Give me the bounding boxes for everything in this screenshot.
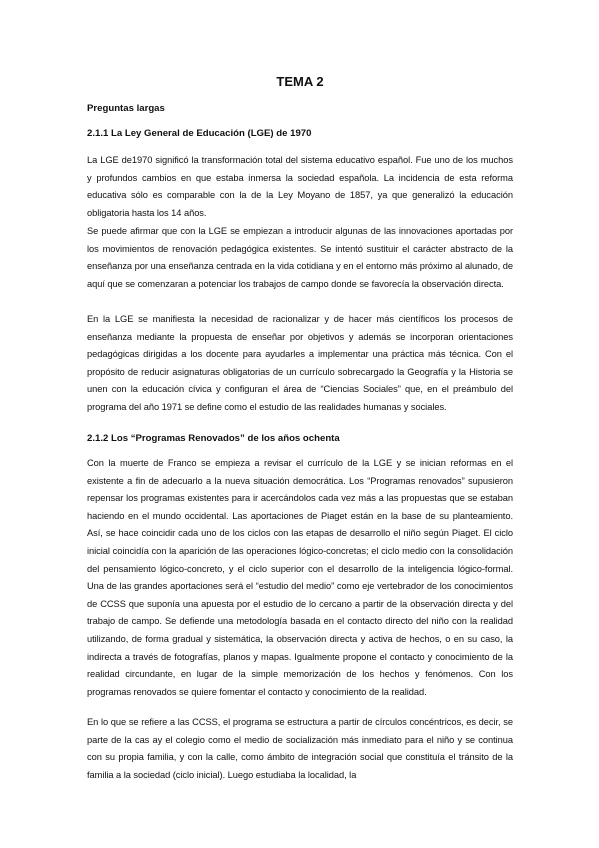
page-subtitle: Preguntas largas (87, 103, 165, 114)
paragraph: En la LGE se manifiesta la necesidad de racionalizar y de hacer más científicos los procesos de enseñanza mediante la propuesta de enseñar por objetivos y además se incorporan orientaciones pedagógicas dirigidas a los docente para ayudarles a implementar una práctica más técnica. Con el propósito de reducir asignaturas obligatorias de un currículo sobrecargado la Geografía y la Historia se unen con la educación cívica y configuran el área de “Ciencias Sociales” que, en el preámbulo del programa del año 1971 se define como el estudio de las realidades humanas y sociales. (87, 314, 513, 412)
paragraph: En lo que se refiere a las CCSS, el programa se estructura a partir de círculos concéntricos, es decir, se parte de la cas ay el colegio como el medio de socialización más inmediato para el niño y se continua con su propia familia, y con la calle, como ámbito de integración social que constituía el tránsito de la familia a la sociedad (ciclo inicial). Luego estudiaba la localidad, la (87, 717, 513, 780)
section-heading-programas-renovados: 2.1.2 Los “Programas Renovados” de los años ochenta (87, 433, 340, 444)
paragraph: Con la muerte de Franco se empieza a revisar el currículo de la LGE y se inician reformas en el existente a fin de adecuarlo a la nueva situación democrática. Los “Programas renovados” supusieron repensar los programas existentes para ir acercándolos cada vez más a las propuestas que se estaban haciendo en el mundo occidental. Las aportaciones de Piaget están en la base de su planteamiento. Así, se hace coincidir cada uno de los ciclos con las etapas de desarrollo el niño según Piaget. El ciclo inicial coincidía con la aparición de las operaciones lógico-concretas; el ciclo medio con la consolidación del pensamiento lógico-concreto, y el ciclo superior con el desarrollo de la inteligencia lógico-formal. Una de las grandes aportaciones será el “estudio del medio” como eje vertebrador de los conocimientos de CCSS que suponía una apuesta por el estudio de lo cercano a partir de la observación directa y del trabajo de campo. Se defiende una metodología basada en el contacto directo del niño con la realidad utilizando, de forma gradual y sistemática, la observación directa y activa de hechos, o en su caso, la indirecta a través de fotografías, planos y mapas. Igualmente propone el contacto y conocimiento de la realidad circundante, en lugar de la simple memorización de los hechos y fenómenos. Con los programas renovados se quiere fomentar el contacto y conocimiento de la realidad. (87, 458, 513, 697)
paragraph: La LGE de1970 significó la transformación total del sistema educativo español. Fue uno de los muchos y profundos cambios en que estaba inmersa la sociedad española. La incidencia de esta reforma educativa sólo es comparable con la de la Ley Moyano de 1857, ya que generalizó la educación obligatoria hasta los 14 años. (87, 155, 513, 218)
paragraph: Se puede afirmar que con la LGE se empiezan a introducir algunas de las innovaciones aportadas por los movimientos de renovación pedagógica existentes. Se intentó sustituir el carácter abstracto de la enseñanza por una enseñanza centrada en la vida cotidiana y en el entorno más próximo al alunado, de aquí que se comenzaran a potenciar los trabajos de campo donde se favorecía la observación directa. (87, 226, 513, 289)
page-title: TEMA 2 (276, 74, 324, 89)
section-heading-lge-1970: 2.1.1 La Ley General de Educación (LGE) de 1970 (87, 128, 312, 139)
